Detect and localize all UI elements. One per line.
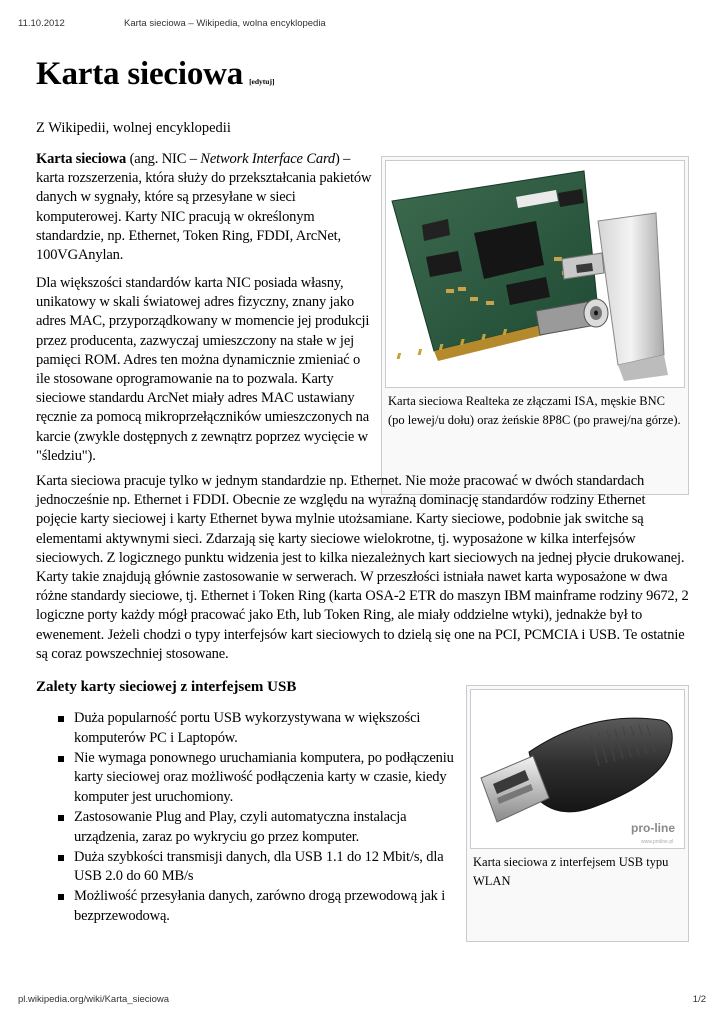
advantages-list xyxy=(36,709,456,927)
bullet-icon xyxy=(58,815,64,821)
list-item-text: Nie wymaga ponownego uruchamiania komputera, po podłączeniu karty sieciowej oraz możliwość podłączenia karty w czasie, kiedy komputer jest uruchomiony. xyxy=(74,749,454,805)
mac-paragraph: Dla większości standardów karta NIC posiada własny, unikatowy w skali światowej adres fizyczny, znany jako adres MAC, przyporządkowany w momencie jej produkcji przez producenta, zazwyczaj umieszczony na stałe w jej pamięci ROM. Adres ten można dynamicznie zmieniać o ile stosowane oprogramowanie na to pozwala. Karty sieciowe standardu ArcNet miały adres MAC ustawiany ręcznie za pomocą mikroprzełączników umieszczonych na karcie (zwykle dostępnych z zewnątrz poprzez wycięcie w "śledziu"). xyxy=(36,275,370,464)
nic-card-image[interactable] xyxy=(385,160,685,388)
list-item xyxy=(36,709,456,748)
page-title xyxy=(36,52,689,104)
figure-nic-card xyxy=(381,156,689,495)
bullet-icon xyxy=(58,855,64,861)
intro-term: Karta sieciowa xyxy=(36,151,127,167)
print-url: pl.wikipedia.org/wiki/Karta_sieciowa xyxy=(18,994,170,1005)
list-item xyxy=(36,848,456,887)
print-page-number: 1/2 xyxy=(692,994,706,1005)
intro-paragraph xyxy=(36,150,376,265)
bullet-icon xyxy=(58,756,64,762)
print-date: 11.10.2012 xyxy=(18,18,65,29)
bullet-icon xyxy=(58,894,64,900)
list-item-text: Duża popularność portu USB wykorzystywana w większości komputerów PC i Laptopów. xyxy=(74,710,421,746)
figure-usb-wlan-caption: Karta sieciowa z interfejsem USB typu WLAN xyxy=(473,855,669,888)
intro-term-en: Network Interface Card xyxy=(200,151,335,167)
figure-nic-card-caption: Karta sieciowa Realteka ze złączami ISA, męskie BNC (po lewej/u dołu) oraz żeńskie 8P8C (po prawej/na górze). xyxy=(388,394,681,427)
page-title-text: Karta sieciowa xyxy=(36,56,244,92)
list-item-text: Zastosowanie Plug and Play, czyli automatyczna instalacja urządzenia, zaraz po wykryciu go przez komputer. xyxy=(74,808,407,845)
intro-text-2: ) – karta rozszerzenia, która służy do przekształcania pakietów danych w sygnały, które są przesyłane w sieci komputerowej. Karty NIC pracują w określonym standardzie, np. Ethernet, Token Ring, FDDI, ArcNet, 100VGAnylan. xyxy=(36,151,372,264)
nic-card-illustration xyxy=(386,161,685,388)
figure-usb-wlan xyxy=(466,685,689,942)
usb-wlan-illustration xyxy=(471,690,685,849)
list-item xyxy=(36,749,456,808)
edit-link[interactable]: [edytuj] xyxy=(249,77,275,86)
watermark-logo: pro-line xyxy=(631,821,675,835)
list-item xyxy=(36,808,456,847)
list-item-text: Duża szybkości transmisji danych, dla USB 1.1 do 12 Mbit/s, dla USB 2.0 do 60 MB/s xyxy=(74,848,444,885)
print-doc-title: Karta sieciowa – Wikipedia, wolna encyklopedia xyxy=(124,18,326,29)
list-item-text: Możliwość przesyłania danych, zarówno drogą przewodową jak i bezprzewodową. xyxy=(74,888,446,924)
intro-text-1: (ang. NIC – xyxy=(126,151,201,167)
article-content xyxy=(36,52,689,924)
usb-wlan-image[interactable] xyxy=(470,689,685,849)
section-heading-usb-advantages: Zalety karty sieciowej z interfejsem USB xyxy=(36,679,297,695)
site-subtitle: Z Wikipedii, wolnej encyklopedii xyxy=(36,120,231,136)
standards-paragraph: Karta sieciowa pracuje tylko w jednym standardzie np. Ethernet. Nie może pracować w dwóch standardach jednocześnie np. Ethernet i FDDI. Obecnie ze względu na wyraźną dominację standardów rodziny Ethernet pojęcie karty sieciowej i karty Ethernet bywa mylnie utożsamiane. Karty sieciowe, podobnie jak switche są elementami aktywnymi sieci. Zdarzają się karty sieciowe wielokrotne, tj. wyposażone w kilka interfejsów sieciowych. Z logicznego punktu widzenia jest to kilka niezależnych kart sieciowych na jednej płycie drukowanej. Karty takie znajdują głównie zastosowanie w serwerach. W przeszłości istniała nawet karta wyposażone w dwa różne standardy sieciowe, tj. Ethernet i Token Ring (karta OSA-2 ETR do maszyn IBM mainframe rodziny 9672, 2 logiczne porty każdy mógł pracować jako Eth, lub Token Ring, ale miały oddzielne wtyki), jednakże był to ewenement. Jeżeli chodzi o typy interfejsów kart sieciowych to dzielą się one na PCI, PCMCIA i USB. Te ostatnie są coraz powszechniej stosowane. xyxy=(36,473,689,662)
list-item xyxy=(36,887,456,926)
watermark-url: www.proline.pl xyxy=(641,839,674,845)
bullet-icon xyxy=(58,716,64,722)
